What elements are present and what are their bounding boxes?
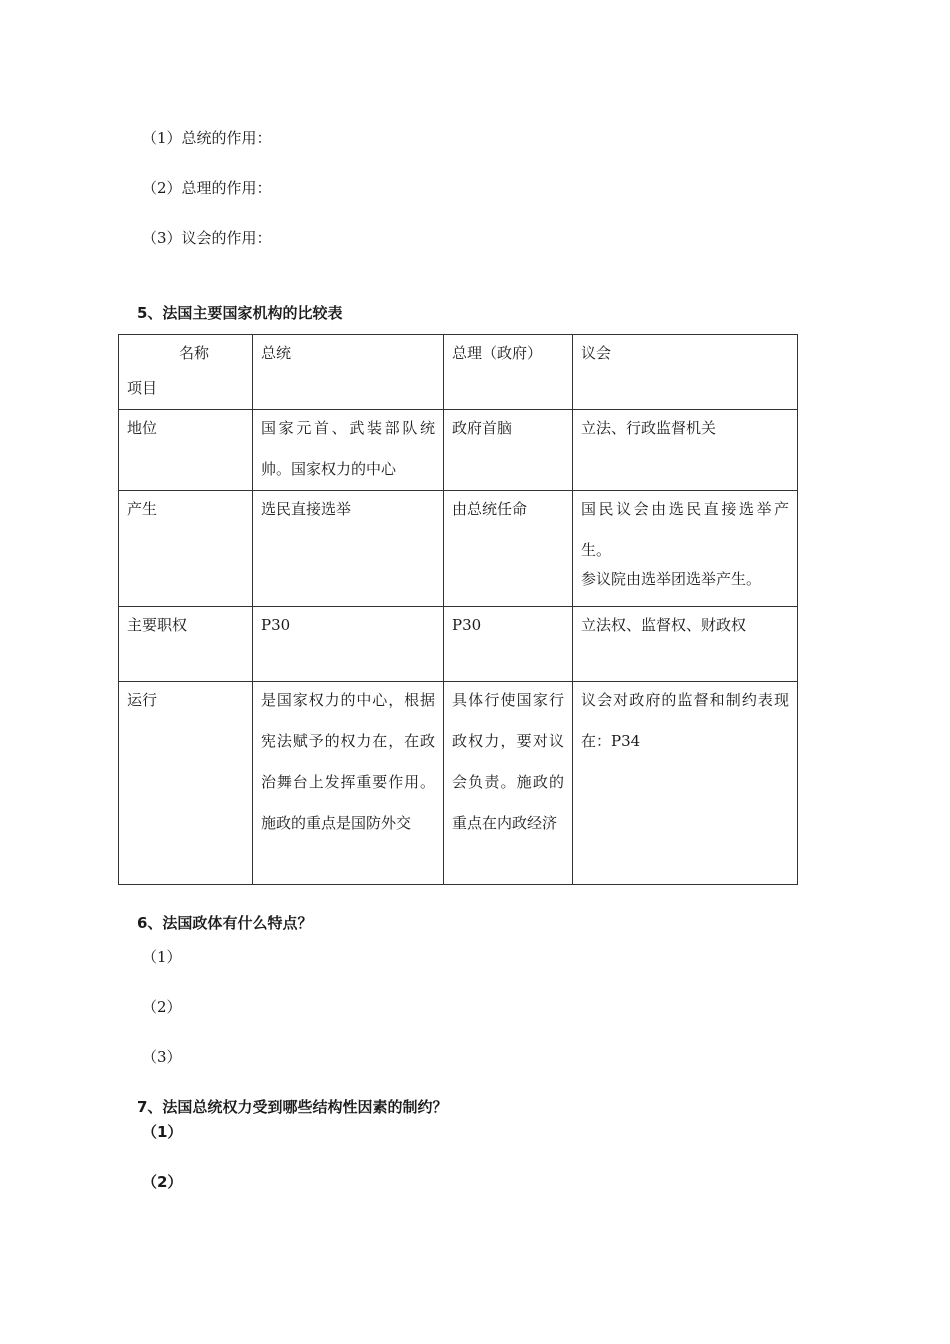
table-header-row bbox=[119, 335, 798, 410]
table-row bbox=[119, 607, 798, 682]
table-cell: 选民直接选举 bbox=[253, 491, 444, 607]
table-row bbox=[119, 410, 798, 491]
section6-item-1: （1） bbox=[142, 948, 182, 966]
table-corner-cell bbox=[119, 335, 253, 410]
section6-item-3: （3） bbox=[142, 1048, 182, 1066]
section6-title: 6、法国政体有什么特点？ bbox=[137, 914, 313, 932]
table-cell: 具体行使国家行政权力，要对议会负责。施政的重点在内政经济 bbox=[444, 682, 573, 885]
column-header: 总统 bbox=[253, 335, 444, 410]
table-cell: 国民议会由选民直接选举产生。 参议院由选举团选举产生。 bbox=[573, 491, 798, 607]
table-row bbox=[119, 682, 798, 885]
intro-item-3: （3）议会的作用： bbox=[142, 229, 272, 247]
table-cell: P30 bbox=[253, 607, 444, 682]
corner-top-label: 名称 bbox=[179, 344, 210, 362]
row-label: 运行 bbox=[119, 682, 253, 885]
column-header: 议会 bbox=[573, 335, 798, 410]
column-header: 总理（政府） bbox=[444, 335, 573, 410]
section7-title: 7、法国总统权力受到哪些结构性因素的制约？ bbox=[137, 1098, 448, 1116]
table-cell: 政府首脑 bbox=[444, 410, 573, 491]
table-cell-extra: 参议院由选举团选举产生。 bbox=[581, 570, 762, 588]
corner-bottom-label: 项目 bbox=[127, 379, 158, 397]
section7-item-2: （2） bbox=[142, 1173, 183, 1191]
table-cell: P30 bbox=[444, 607, 573, 682]
intro-item-2: （2）总理的作用： bbox=[142, 179, 272, 197]
table-cell: 立法、行政监督机关 bbox=[573, 410, 798, 491]
table-row bbox=[119, 491, 798, 607]
row-label: 主要职权 bbox=[119, 607, 253, 682]
section6-item-2: （2） bbox=[142, 998, 182, 1016]
table-cell: 由总统任命 bbox=[444, 491, 573, 607]
row-label: 产生 bbox=[119, 491, 253, 607]
intro-item-1: （1）总统的作用： bbox=[142, 129, 272, 147]
section5-title: 5、法国主要国家机构的比较表 bbox=[137, 304, 343, 322]
table-cell: 是国家权力的中心，根据宪法赋予的权力在，在政治舞台上发挥重要作用。施政的重点是国防外交 bbox=[253, 682, 444, 885]
row-label: 地位 bbox=[119, 410, 253, 491]
table-cell: 国家元首、武装部队统帅。国家权力的中心 bbox=[253, 410, 444, 491]
section7-item-1: （1） bbox=[142, 1123, 183, 1141]
comparison-table bbox=[118, 334, 798, 885]
table-cell: 立法权、监督权、财政权 bbox=[573, 607, 798, 682]
table-cell: 议会对政府的监督和制约表现在：P34 bbox=[573, 682, 798, 885]
